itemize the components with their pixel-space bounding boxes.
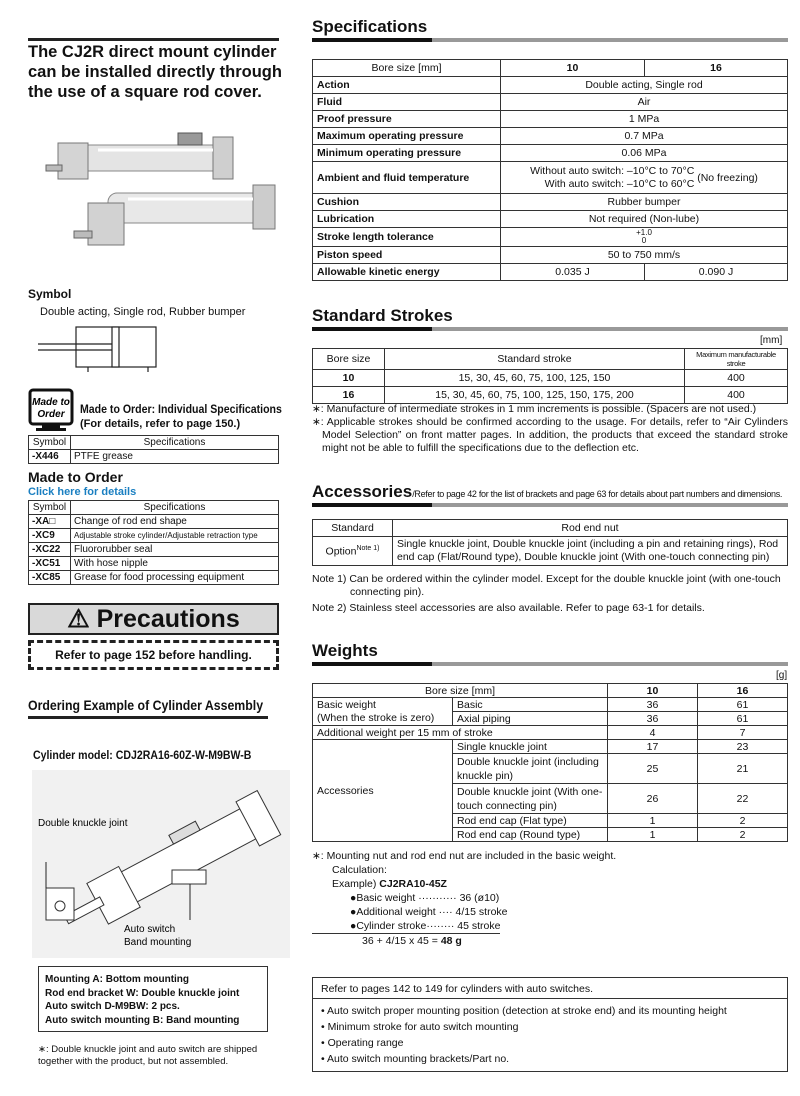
table-row — [313, 698, 788, 712]
temp-with-switch: With auto switch: –10°C to 60°C — [544, 177, 695, 190]
table-row — [29, 543, 279, 557]
accessories-ref: /Refer to page 42 for the list of brackets and page 63 for details about part numbers and dimensions. — [412, 489, 783, 499]
warning-icon: ⚠ — [67, 605, 90, 633]
row-label: Double knuckle joint (With one-touch connecting pin) — [453, 784, 608, 814]
accessories-heading — [312, 482, 782, 502]
symbol-title: Symbol — [28, 287, 72, 301]
table-row — [313, 128, 788, 145]
row-value: Not required (Non-lube) — [501, 211, 788, 228]
spec-cell: Fluororubber seal — [71, 543, 279, 557]
col-rod-end-nut: Rod end nut — [393, 520, 788, 537]
stroke-cell: 15, 30, 45, 60, 75, 100, 125, 150, 175, 200 — [385, 387, 685, 404]
calc-label: Calculation: — [332, 864, 387, 876]
symbol-cell: -XC85 — [29, 571, 71, 585]
weights-note: ∗: Mounting nut and rod end nut are included in the basic weight. — [312, 850, 617, 862]
row-value: 0.035 J — [501, 264, 645, 281]
basic-weight-line-2: (When the stroke is zero) — [317, 711, 435, 724]
spec-cell: With hose nipple — [71, 557, 279, 571]
svg-text:Order: Order — [37, 409, 65, 420]
symbol-cell: -XC9 — [29, 529, 71, 543]
calc-result: 48 g — [440, 935, 462, 947]
weights-rule — [312, 662, 788, 666]
headline-rule — [28, 38, 279, 41]
symbol-description: Double acting, Single rod, Rubber bumper — [40, 306, 246, 318]
symbol-cell: -XC51 — [29, 557, 71, 571]
row-label: Proof pressure — [313, 111, 501, 128]
row-value: 17 — [608, 740, 698, 754]
row-label: Action — [313, 77, 501, 94]
mount-line: Rod end bracket W: Double knuckle joint — [45, 987, 240, 999]
tolerance-upper: +1.0 — [636, 228, 652, 237]
mount-line: Mounting A: Bottom mounting — [45, 974, 190, 985]
accessories-rule — [312, 503, 788, 507]
col-symbol: Symbol — [29, 501, 71, 515]
stroke-cell: 15, 30, 45, 60, 75, 100, 125, 150 — [385, 370, 685, 387]
table-row — [29, 571, 279, 585]
accessories-label: Accessories — [313, 740, 453, 842]
option-text: Single knuckle joint, Double knuckle joint (including a pin and retaining rings), Rod end cap (Flat/Round type), Double knuckle joint (With one-touch connecting pin) — [393, 537, 788, 566]
strokes-note-1: ∗: Manufacture of intermediate strokes in 1 mm increments is possible. (Spacers are not used.) — [312, 403, 757, 415]
ordering-title: Ordering Example of Cylinder Assembly — [28, 697, 264, 713]
precautions-refer: Refer to page 152 before handling. — [28, 640, 279, 670]
bore-16-header: 16 — [698, 684, 788, 698]
mto-title: Made to Order — [28, 469, 123, 485]
weights-unit: [g] — [776, 670, 788, 681]
col-specifications: Specifications — [71, 501, 279, 515]
accessories-note-2: Note 2) Stainless steel accessories are also available. Refer to page 63-1 for details. — [312, 602, 705, 614]
row-label: Rod end cap (Flat type) — [453, 814, 608, 828]
accessories-notes — [312, 573, 788, 615]
shipping-note: ∗: Double knuckle joint and auto switch are shipped together with the product, but not assembled. — [38, 1044, 258, 1067]
row-value: 0.06 MPa — [501, 145, 788, 162]
row-value: 0.090 J — [645, 264, 788, 281]
row-value: 21 — [698, 754, 788, 784]
table-row — [313, 370, 788, 387]
mounting-box — [38, 966, 268, 1032]
table-row — [29, 557, 279, 571]
row-value — [501, 162, 788, 194]
row-value: 4 — [608, 726, 698, 740]
spec-cell: Adjustable stroke cylinder/Adjustable retraction type — [71, 529, 279, 543]
row-value: 1 MPa — [501, 111, 788, 128]
basic-weight-line-1: Basic weight — [317, 698, 376, 711]
row-value: 50 to 750 mm/s — [501, 247, 788, 264]
calc-line-3: ●Cylinder stroke········ 45 stroke — [312, 919, 500, 934]
example-label: Example) — [332, 878, 380, 890]
precautions-banner — [28, 603, 279, 635]
table-row — [313, 387, 788, 404]
headline: The CJ2R direct mount cylinder can be installed directly through the use of a square rod cover. — [28, 43, 282, 101]
row-label: Lubrication — [313, 211, 501, 228]
ordering-rule — [28, 716, 268, 719]
bore-size-header: Bore size [mm] — [313, 684, 608, 698]
mount-line: Auto switch mounting B: Band mounting — [45, 1014, 240, 1026]
row-value: 36 — [608, 712, 698, 726]
max-cell: 400 — [685, 387, 788, 404]
col-bore: Bore size — [313, 349, 385, 370]
col-specifications: Specifications — [71, 436, 279, 450]
row-value: 1 — [608, 828, 698, 842]
row-label: Basic — [453, 698, 608, 712]
svg-text:Made to: Made to — [32, 397, 70, 408]
row-value: Air — [501, 94, 788, 111]
table-row — [313, 520, 788, 537]
row-value: 26 — [608, 784, 698, 814]
table-row — [313, 726, 788, 740]
label-knuckle-joint: Double knuckle joint — [38, 818, 128, 829]
bore-cell: 10 — [313, 370, 385, 387]
weights-title: Weights — [312, 641, 378, 660]
row-value: 36 — [608, 698, 698, 712]
basic-weight-label — [313, 698, 453, 726]
row-label: Single knuckle joint — [453, 740, 608, 754]
row-label: Minimum operating pressure — [313, 145, 501, 162]
mto-details-link[interactable]: Click here for details — [28, 486, 137, 498]
auto-switch-heading: Refer to pages 142 to 149 for cylinders with auto switches. — [312, 977, 788, 999]
mount-line: Auto switch D-M9BW: 2 pcs. — [45, 1001, 180, 1012]
row-value — [501, 228, 788, 247]
option-sup: Note 1) — [356, 544, 380, 552]
table-row — [29, 515, 279, 529]
strokes-notes — [312, 403, 788, 455]
table-row — [313, 537, 788, 566]
table-row — [313, 145, 788, 162]
bore-10-header: 10 — [501, 60, 645, 77]
precautions-title: Precautions — [96, 605, 240, 633]
list-item: • Auto switch mounting brackets/Part no. — [321, 1053, 510, 1065]
weights-table — [312, 683, 788, 842]
bore-size-header: Bore size [mm] — [313, 60, 501, 77]
product-photo — [38, 115, 278, 265]
bore-cell: 16 — [313, 387, 385, 404]
row-label: Axial piping — [453, 712, 608, 726]
col-standard: Standard — [313, 520, 393, 537]
row-label: Piston speed — [313, 247, 501, 264]
table-row — [313, 60, 788, 77]
temp-without-switch: Without auto switch: –10°C to 70°C — [530, 164, 695, 177]
strokes-rule — [312, 327, 788, 331]
mto-individual-table — [28, 435, 279, 464]
cylinder-model: Cylinder model: CDJ2RA16-60Z-W-M9BW-B — [33, 748, 252, 762]
row-label: Additional weight per 15 mm of stroke — [313, 726, 608, 740]
row-label: Cushion — [313, 194, 501, 211]
temp-suffix: (No freezing) — [697, 171, 758, 184]
list-item: • Operating range — [321, 1037, 404, 1049]
row-label: Ambient and fluid temperature — [313, 162, 501, 194]
table-row — [313, 211, 788, 228]
table-row — [313, 264, 788, 281]
accessories-table — [312, 519, 788, 566]
table-row — [313, 228, 788, 247]
row-label: Rod end cap (Round type) — [453, 828, 608, 842]
row-value: Double acting, Single rod — [501, 77, 788, 94]
specifications-table — [312, 59, 788, 281]
row-value: 7 — [698, 726, 788, 740]
bore-16-header: 16 — [645, 60, 788, 77]
table-row — [313, 111, 788, 128]
made-to-order-icon — [28, 388, 74, 432]
option-cell — [313, 537, 393, 566]
table-row — [313, 194, 788, 211]
calc-line-1: ●Basic weight ··········· 36 (ø10) — [350, 892, 500, 904]
label-auto-switch: Auto switch — [124, 924, 176, 935]
calc-expression: 36 + 4/15 x 45 = — [362, 935, 441, 947]
accessories-note-1: Note 1) Can be ordered within the cylinder model. Except for the double knuckle joint (with one-touch connecting pin). — [312, 573, 781, 598]
col-symbol: Symbol — [29, 436, 71, 450]
row-label: Fluid — [313, 94, 501, 111]
strokes-unit: [mm] — [760, 335, 783, 346]
row-value: 2 — [698, 814, 788, 828]
table-row — [313, 77, 788, 94]
list-item: • Minimum stroke for auto switch mounting — [321, 1021, 519, 1033]
symbol-cell: -X446 — [29, 450, 71, 464]
table-row — [313, 684, 788, 698]
row-value: 61 — [698, 698, 788, 712]
col-stroke: Standard stroke — [385, 349, 685, 370]
calc-example — [312, 877, 788, 891]
spec-cell: Change of rod end shape — [71, 515, 279, 529]
table-row — [29, 529, 279, 543]
strokes-table — [312, 348, 788, 404]
table-row — [313, 162, 788, 194]
table-row — [313, 740, 788, 754]
bore-10-header: 10 — [608, 684, 698, 698]
cylinder-assembly-diagram — [32, 770, 290, 958]
row-label: Stroke length tolerance — [313, 228, 501, 247]
symbol-cell: -XA□ — [29, 515, 71, 529]
symbol-cell: -XC22 — [29, 543, 71, 557]
table-row — [313, 349, 788, 370]
mto-individual-subheading: (For details, refer to page 150.) — [80, 418, 241, 430]
row-value: 61 — [698, 712, 788, 726]
spec-cell: PTFE grease — [71, 450, 279, 464]
table-row — [29, 450, 279, 464]
table-row — [313, 94, 788, 111]
row-label: Double knuckle joint (including knuckle pin) — [453, 754, 608, 784]
row-label: Maximum operating pressure — [313, 128, 501, 145]
spec-cell: Grease for food processing equipment — [71, 571, 279, 585]
specifications-title: Specifications — [312, 17, 428, 36]
mto-table — [28, 500, 279, 585]
col-max: Maximum manufacturable stroke — [685, 349, 788, 370]
row-value: 0.7 MPa — [501, 128, 788, 145]
row-value: 23 — [698, 740, 788, 754]
strokes-note-2: ∗: Applicable strokes should be confirmed according to the usage. For details, refer to “Air Cylinders Model Selection” on front matter pages. In addition, the products that exceed the standard stroke might not be able to fulfill the specifications due to the deflection etc. — [312, 416, 788, 454]
table-row — [313, 247, 788, 264]
example-model: CJ2RA10-45Z — [379, 878, 447, 890]
auto-switch-list — [312, 998, 788, 1072]
list-item: • Auto switch proper mounting position (detection at stroke end) and its mounting height — [321, 1005, 727, 1017]
max-cell: 400 — [685, 370, 788, 387]
tolerance-lower: 0 — [641, 236, 647, 245]
calc-line-2: ●Additional weight ···· 4/15 stroke — [350, 906, 508, 918]
row-label: Allowable kinetic energy — [313, 264, 501, 281]
calc-result-line — [312, 934, 788, 948]
row-value: 25 — [608, 754, 698, 784]
mto-individual-heading: Made to Order: Individual Specifications — [80, 402, 282, 416]
row-value: 1 — [608, 814, 698, 828]
row-value: Rubber bumper — [501, 194, 788, 211]
specifications-rule — [312, 38, 788, 42]
cylinder-symbol-diagram — [38, 322, 158, 372]
label-band-mounting: Band mounting — [124, 937, 192, 948]
row-value: 2 — [698, 828, 788, 842]
row-value: 22 — [698, 784, 788, 814]
accessories-title: Accessories — [312, 482, 413, 501]
option-label: Option — [325, 545, 357, 558]
strokes-title: Standard Strokes — [312, 306, 453, 325]
weights-notes — [312, 849, 788, 948]
